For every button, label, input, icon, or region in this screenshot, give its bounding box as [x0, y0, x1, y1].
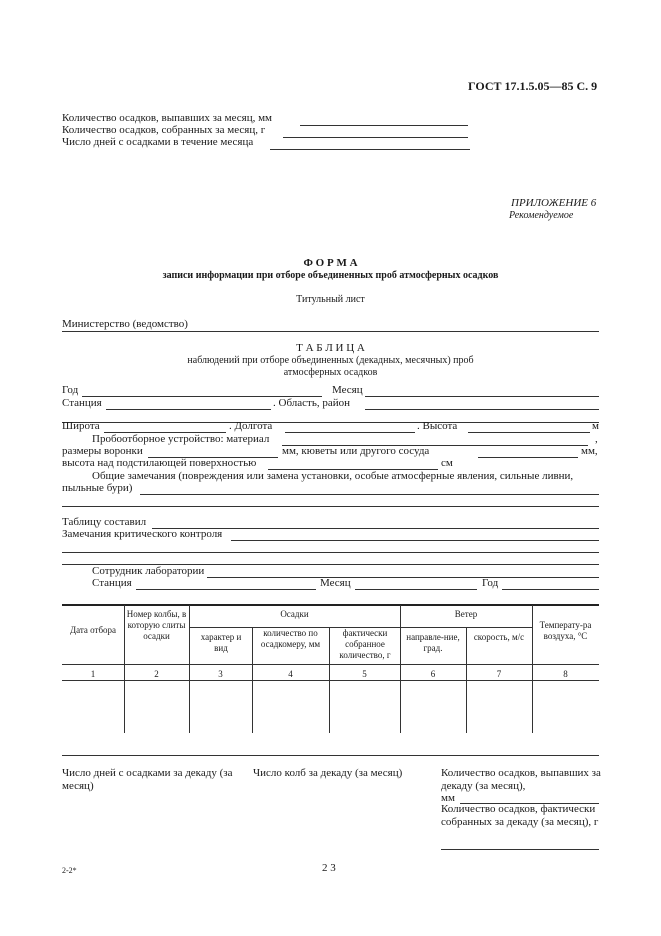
top-line-days: Число дней с осадками в течение месяца: [62, 136, 254, 148]
month2-field[interactable]: [355, 589, 477, 590]
fallen-unit: мм: [441, 792, 455, 804]
region-label: . Область, район: [273, 397, 350, 409]
col-speed-header: скорость, м/с: [473, 632, 525, 642]
precip-group-header: Осадки: [280, 609, 309, 619]
comma: ,: [595, 433, 598, 445]
station-field[interactable]: [106, 409, 271, 410]
col-number: 5: [362, 669, 367, 679]
col-gauge-header: количество по осадкомеру, мм: [260, 628, 321, 649]
surface-height-label: высота над подстилающей поверхностью: [62, 457, 257, 469]
top-line-collected: Количество осадков, собранных за месяц, г: [62, 124, 266, 136]
appendix-title: ПРИЛОЖЕНИЕ 6: [511, 197, 597, 209]
device-label: Пробоотборное устройство: материал: [92, 433, 270, 445]
year-label: Год: [62, 384, 79, 396]
blank-line[interactable]: [62, 422, 599, 423]
table-title: Т А Б Л И Ц А: [296, 342, 365, 354]
station-label: Станция: [62, 397, 102, 409]
remarks-label-cont: пыльные бури): [62, 482, 133, 494]
lab-worker-field[interactable]: [207, 577, 599, 578]
station2-label: Станция: [92, 577, 132, 589]
appendix-subtitle: Рекомендуемое: [509, 210, 574, 221]
collected-summary-field[interactable]: [441, 849, 599, 850]
col-number: 8: [563, 669, 568, 679]
remarks-field-2[interactable]: [62, 506, 599, 507]
standard-ref: ГОСТ 17.1.5.05—85 С. 9: [468, 79, 598, 93]
critical-field[interactable]: [231, 540, 599, 541]
page-number: 2 3: [322, 862, 336, 874]
col-divider: [466, 628, 467, 733]
compiled-label: Таблицу составил: [62, 516, 147, 528]
collected-summary-label: Количество осадков, фактически собранных за декаду (за месяц), г: [441, 803, 599, 828]
col-date-header: Дата отбора: [69, 625, 117, 635]
region-field[interactable]: [365, 409, 599, 410]
divider: [62, 331, 599, 332]
blank-line[interactable]: [283, 137, 468, 138]
top-line-fallen: Количество осадков, выпавших за месяц, мм: [62, 112, 273, 124]
latitude-label: Широта: [62, 420, 100, 432]
col-divider: [252, 628, 253, 733]
ministry-label: Министерство (ведомство): [62, 318, 188, 330]
header-bottom-border: [62, 664, 599, 665]
footer-mark: 2-2*: [62, 866, 77, 875]
month2-label: Месяц: [320, 577, 351, 589]
number-row-border: [62, 680, 599, 681]
title-page-label: Титульный лист: [296, 294, 365, 305]
col-number: 1: [90, 669, 96, 679]
table-bottom-line: [62, 755, 599, 756]
lab-worker-label: Сотрудник лаборатории: [92, 565, 205, 577]
table-heading-line1: наблюдений при отборе объединенных (декадных, месячных) проб: [187, 355, 474, 366]
unit-mm: мм,: [581, 445, 598, 457]
form-title: Ф О Р М А: [303, 257, 358, 269]
remarks-label: Общие замечания (повреждения или замена установки, особые атмосферные явления, сильные ливни,: [92, 470, 574, 482]
longitude-label: . Долгота: [229, 420, 273, 432]
days-summary-label: Число дней с осадками за декаду (за месяц): [62, 767, 233, 792]
funnel-label: размеры воронки: [62, 445, 143, 457]
year2-field[interactable]: [502, 589, 599, 590]
col-number: 4: [288, 669, 293, 679]
height-field[interactable]: [468, 432, 590, 433]
height-label: . Высота: [417, 420, 458, 432]
col-flask-header: Номер колбы, в которую слиты осадки: [126, 609, 187, 641]
month-field[interactable]: [365, 396, 599, 397]
col-temperature-header: Температу-ра воздуха, °С: [539, 620, 592, 641]
col-number: 3: [218, 669, 223, 679]
unit-cm: см: [441, 457, 453, 469]
blank-line[interactable]: [270, 149, 470, 150]
col-number: 2: [154, 669, 159, 679]
table-heading-line2: атмосферных осадков: [283, 367, 378, 378]
critical-field-2[interactable]: [62, 552, 599, 553]
col-number: 7: [496, 669, 502, 679]
unit-m: м: [592, 420, 599, 432]
col-direction-header: направле-ние, град.: [406, 632, 460, 653]
cuvette-label: мм, кюветы или другого сосуда: [282, 445, 430, 457]
longitude-field[interactable]: [285, 432, 415, 433]
wind-group-header: Ветер: [454, 609, 478, 619]
cuvette-field[interactable]: [478, 457, 578, 458]
blank-line[interactable]: [300, 125, 468, 126]
station2-field[interactable]: [136, 589, 316, 590]
col-character-header: характер и вид: [200, 632, 242, 653]
fallen-summary-label: Количество осадков, выпавших за декаду (за месяц),: [441, 767, 601, 792]
col-collected-header: фактически собранное количество, г: [339, 628, 391, 660]
year2-label: Год: [482, 577, 499, 589]
table-top-border: [62, 604, 599, 606]
form-subtitle: записи информации при отборе объединенных проб атмосферных осадков: [162, 270, 499, 281]
col-divider: [329, 628, 330, 733]
critical-label: Замечания критического контроля: [62, 528, 223, 540]
month-label: Месяц: [332, 384, 363, 396]
remarks-field[interactable]: [140, 494, 599, 495]
flasks-summary-label: Число колб за декаду (за месяц): [253, 767, 403, 779]
col-number: 6: [430, 669, 436, 679]
